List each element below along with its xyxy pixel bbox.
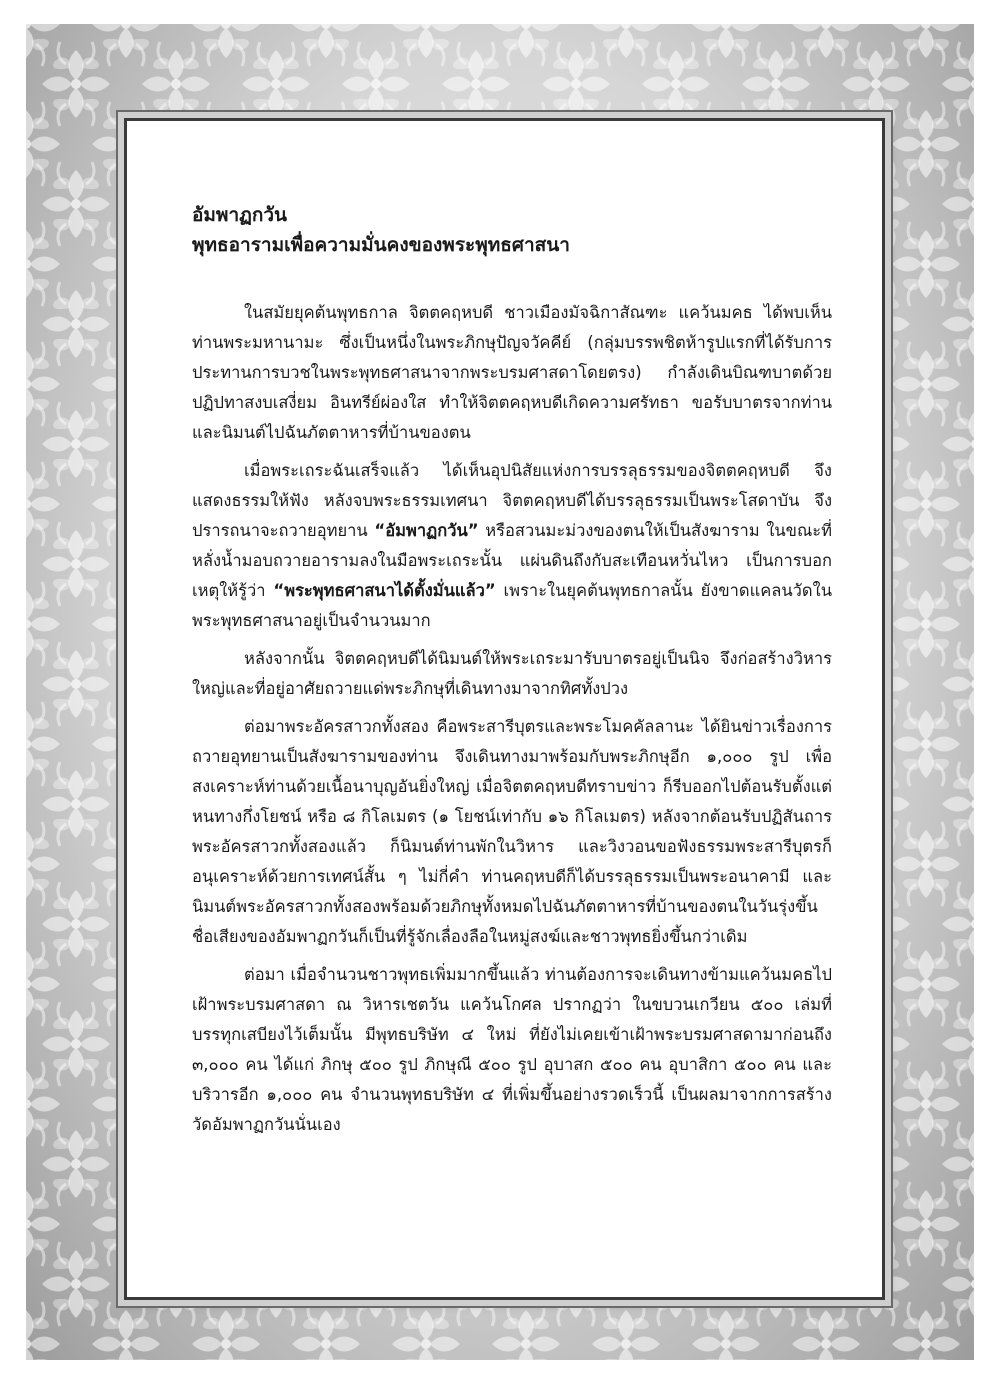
article-title (192, 200, 832, 260)
paragraph-text: ในสมัยยุคต้นพุทธกาล จิตตคฤหบดี ชาวเมืองมัจฉิกาสัณฑะ แคว้นมคธ ได้พบเห็นท่านพระมหานามะ ซึ่งเป็นหนึ่งในพระภิกษุปัญจวัคคีย์ (กลุ่มบรรพชิตห้ารูปแรกที่ได้รับการประทานการบวชในพระพุทธศาสนาจากพระบรมศาสดาโดยตรง) กำลังเดินบิณฑบาตด้วยปฏิปทาสงบเสงี่ยม อินทรีย์ผ่องใส ทำให้จิตตคฤหบดีเกิดความศรัทธา ขอรับบาตรจากท่าน และนิมนต์ไปฉันภัตตาหารที่บ้านของตน (192, 303, 832, 442)
paragraph-text: ต่อมา เมื่อจำนวนชาวพุทธเพิ่มมากขึ้นแล้ว ท่านต้องการจะเดินทางข้ามแคว้นมคธไปเฝ้าพระบรมศาสดา ณ วิหารเชตวัน แคว้นโกศล ปรากฏว่า ในขบวนเกวียน ๕๐๐ เล่มที่บรรทุกเสบียงไว้เต็มนั้น มีพุทธบริษัท ๔ ใหม่ ที่ยังไม่เคยเข้าเฝ้าพระบรมศาสดามาก่อนถึง ๓,๐๐๐ คน ได้แก่ ภิกษุ ๕๐๐ รูป ภิกษุณี ๕๐๐ รูป อุบาสก ๕๐๐ คน อุบาสิกา ๕๐๐ คน และบริวารอีก ๑,๐๐๐ คน จำนวนพุทธบริษัท ๔ ที่เพิ่มขึ้นอย่างรวดเร็วนี้ เป็นผลมาจากการสร้างวัดอัมพาฏกวันนั่นเอง (192, 965, 832, 1134)
body-paragraph (192, 644, 832, 704)
body-paragraph (192, 298, 832, 448)
body-paragraph (192, 712, 832, 952)
paragraph-text: เมื่อพระเถระฉันเสร็จแล้ว ได้เห็นอุปนิสัยแห่งการบรรลุธรรมของจิตตคฤหบดี จึงแสดงธรรมให้ฟัง หลังจบพระธรรมเทศนา จิตตคฤหบดีได้บรรลุธรรมเป็นพระโสดาบัน จึงปรารถนาจะถวายอุทยาน (192, 461, 832, 540)
paragraph-text: หรือสวนมะม่วงของตนให้เป็นสังฆาราม ในขณะที่หลั่งน้ำมอบถวายอารามลงในมือพระเถระนั้น แผ่นดินถึงกับสะเทือนหวั่นไหว เป็นการบอกเหตุให้รู้ว่า (192, 521, 832, 600)
article-body (192, 298, 832, 1140)
paragraph-text: หลังจากนั้น จิตตคฤหบดีได้นิมนต์ให้พระเถระมารับบาตรอยู่เป็นนิจ จึงก่อสร้างวิหารใหญ่และที่อยู่อาศัยถวายแด่พระภิกษุที่เดินทางมาจากทิศทั้งปวง (192, 649, 832, 698)
paragraph-text: เพราะในยุคต้นพุทธกาลนั้น ยังขาดแคลนวัดในพระพุทธศาสนาอยู่เป็นจำนวนมาก (192, 581, 832, 630)
article (192, 200, 832, 1148)
title-line-2: พุทธอารามเพื่อความมั่นคงของพระพุทธศาสนา (192, 234, 570, 256)
body-paragraph (192, 960, 832, 1140)
emphasis-text: “อัมพาฏกวัน” (374, 521, 479, 540)
body-paragraph (192, 456, 832, 636)
emphasis-text: “พระพุทธศาสนาได้ตั้งมั่นแล้ว” (273, 581, 496, 600)
title-line-1: อัมพาฏกวัน (192, 204, 288, 226)
paragraph-text: ต่อมาพระอัครสาวกทั้งสอง คือพระสารีบุตรและพระโมคคัลลานะ ได้ยินข่าวเรื่องการถวายอุทยานเป็นสังฆารามของท่าน จึงเดินทางมาพร้อมกับพระภิกษุอีก ๑,๐๐๐ รูป เพื่อสงเคราะห์ท่านด้วยเนื้อนาบุญอันยิ่งใหญ่ เมื่อจิตตคฤหบดีทราบข่าว ก็รีบออกไปต้อนรับตั้งแต่หนทางกึ่งโยชน์ หรือ ๘ กิโลเมตร (๑ โยชน์เท่ากับ ๑๖ กิโลเมตร) หลังจากต้อนรับปฏิสันถารพระอัครสาวกทั้งสองแล้ว ก็นิมนต์ท่านพักในวิหาร และวิงวอนขอฟังธรรมพระสารีบุตรก็อนุเคราะห์ด้วยการเทศน์สั้น ๆ ไม่กี่คำ ท่านคฤหบดีก็ได้บรรลุธรรมเป็นพระอนาคามี และนิมนต์พระอัครสาวกทั้งสองพร้อมด้วยภิกษุทั้งหมดไปฉันภัตตาหารที่บ้านของตนในวันรุ่งขึ้น ชื่อเสียงของอัมพาฏกวันก็เป็นที่รู้จักเลื่องลือในหมู่สงฆ์และชาวพุทธยิ่งขึ้นกว่าเดิม (192, 717, 832, 946)
